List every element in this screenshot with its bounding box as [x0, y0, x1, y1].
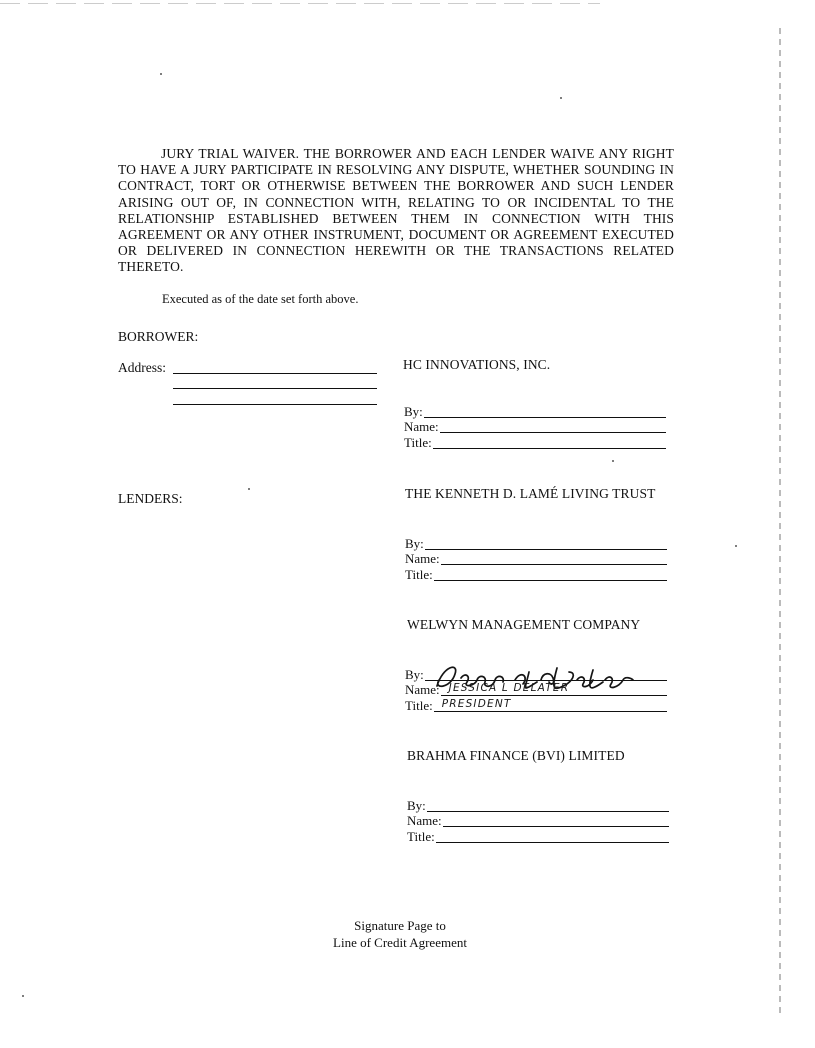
scan-edge-right — [779, 28, 781, 1018]
executed-statement: Executed as of the date set forth above. — [162, 292, 359, 306]
borrower-entity-name: HC INNOVATIONS, INC. — [403, 357, 551, 372]
by-signature-line[interactable] — [427, 811, 669, 812]
name-line[interactable] — [441, 682, 667, 696]
handwritten-name: JESSICA L DELATER — [448, 682, 570, 694]
footer-line-1: Signature Page to — [354, 918, 446, 933]
scan-edge-top — [0, 3, 600, 4]
by-label: By: — [405, 535, 424, 551]
lenders-heading: LENDERS: — [118, 491, 183, 506]
by-label: By: — [405, 666, 424, 682]
by-signature-line[interactable] — [425, 549, 667, 550]
name-line[interactable] — [441, 564, 667, 565]
lender-2-signature-block — [405, 667, 667, 714]
title-label: Title: — [405, 697, 433, 713]
page-footer — [300, 917, 500, 951]
name-line[interactable] — [443, 826, 669, 827]
name-label: Name: — [407, 813, 442, 828]
address-label: Address: — [118, 360, 166, 375]
address-line-2[interactable] — [173, 388, 377, 389]
name-label: Name: — [404, 419, 439, 434]
lender-2-entity-name: WELWYN MANAGEMENT COMPANY — [407, 617, 641, 632]
title-line[interactable] — [434, 580, 667, 581]
by-signature-line[interactable] — [425, 680, 667, 681]
title-line[interactable] — [433, 448, 666, 449]
scan-speck — [560, 97, 562, 99]
name-line[interactable] — [440, 432, 666, 433]
scan-speck — [22, 995, 24, 997]
name-label: Name: — [405, 682, 440, 697]
title-line[interactable] — [434, 697, 667, 712]
scan-speck — [612, 460, 614, 462]
scan-speck — [735, 545, 737, 547]
lender-3-entity-name: BRAHMA FINANCE (BVI) LIMITED — [407, 748, 625, 763]
scan-speck — [160, 73, 162, 75]
jury-trial-waiver-paragraph: JURY TRIAL WAIVER. THE BORROWER AND EACH LENDER WAIVE ANY RIGHT TO HAVE A JURY PARTICIPATE IN RESOLVING ANY DISPUTE, WHETHER SOUNDING IN CONTRACT, TORT OR OTHERWISE BETWEEN THE BORROWER AND SUCH LENDER ARISING OUT OF, IN CONNECTION WITH, RELATING TO OR INCIDENTAL TO THE RELATIONSHIP ESTABLISHED BETWEEN THEM IN CONNECTION WITH THIS AGREEMENT OR ANY OTHER INSTRUMENT, DOCUMENT OR AGREEMENT EXECUTED OR DELIVERED IN CONNECTION HEREWITH OR THE TRANSACTIONS RELATED THERETO. — [118, 146, 674, 275]
by-signature-line[interactable] — [424, 417, 666, 418]
address-line-1[interactable] — [173, 373, 377, 374]
name-label: Name: — [405, 551, 440, 566]
title-label: Title: — [404, 434, 432, 450]
scan-speck — [248, 488, 250, 490]
borrower-signature-block — [404, 404, 666, 451]
lender-3-signature-block — [407, 798, 669, 845]
title-label: Title: — [405, 566, 433, 582]
lender-1-signature-block — [405, 536, 667, 583]
footer-line-2: Line of Credit Agreement — [333, 935, 467, 950]
lender-1-entity-name: THE KENNETH D. LAMÉ LIVING TRUST — [405, 486, 656, 501]
title-label: Title: — [407, 828, 435, 844]
address-line-3[interactable] — [173, 404, 377, 405]
borrower-heading: BORROWER: — [118, 329, 199, 344]
by-label: By: — [404, 403, 423, 419]
by-label: By: — [407, 797, 426, 813]
title-line[interactable] — [436, 842, 669, 843]
handwritten-title: PRESIDENT — [441, 697, 512, 710]
